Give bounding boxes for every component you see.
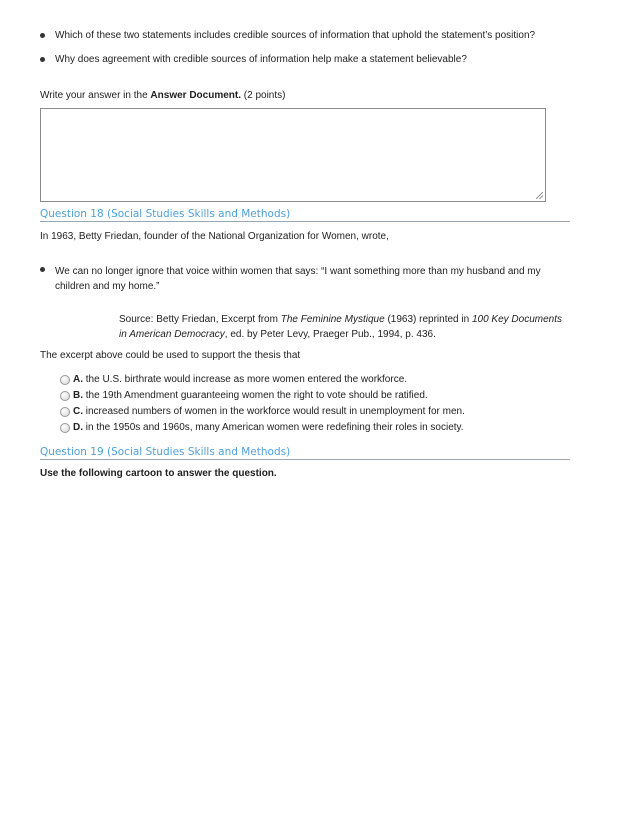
q17-bullet-1: Which of these two statements includes credible sources of information that uphold the statement’s position? — [55, 30, 536, 41]
bullet-icon — [40, 267, 45, 272]
bullet-icon — [40, 33, 45, 38]
radio-icon[interactable] — [60, 423, 70, 433]
quote-line-2: children and my home.” — [55, 281, 160, 292]
radio-icon[interactable] — [60, 391, 70, 401]
q18-intro: In 1963, Betty Friedan, founder of the National Organization for Women, wrote, — [40, 231, 389, 242]
q17-instruction: Write your answer in the Answer Document. (2 points) — [40, 90, 286, 101]
option-a[interactable]: A. the U.S. birthrate would increase as more women entered the workforce. — [60, 374, 407, 386]
resize-handle-icon[interactable] — [536, 192, 543, 199]
bullet-icon — [40, 57, 45, 62]
option-c[interactable]: C. increased numbers of women in the workforce would result in unemployment for men. — [60, 406, 465, 418]
answer-document-label: Answer Document. — [150, 90, 241, 101]
list-item — [40, 30, 535, 42]
answer-textarea[interactable] — [40, 108, 546, 202]
q17-bullet-2: Why does agreement with credible sources of information help make a statement believable? — [55, 54, 467, 65]
question-18-heading: Question 18 (Social Studies Skills and Methods) — [40, 208, 570, 222]
quote-item — [40, 264, 541, 294]
list-item — [40, 54, 467, 66]
option-b[interactable]: B. the 19th Amendment guaranteeing women the right to vote should be ratified. — [60, 390, 428, 402]
option-d[interactable]: D. in the 1950s and 1960s, many American women were redefining their roles in society. — [60, 422, 464, 434]
quote-line-1: We can no longer ignore that voice within women that says: “I want something more than my husband and my — [55, 266, 541, 277]
question-19-heading: Question 19 (Social Studies Skills and Methods) — [40, 446, 570, 460]
q19-instruction: Use the following cartoon to answer the question. — [40, 468, 277, 479]
q18-stem: The excerpt above could be used to support the thesis that — [40, 350, 301, 361]
radio-icon[interactable] — [60, 375, 70, 385]
radio-icon[interactable] — [60, 407, 70, 417]
source-citation: Source: Betty Friedan, Excerpt from The Feminine Mystique (1963) reprinted in 100 Key Documents in American Democracy, ed. by Peter Levy, Praeger Pub., 1994, p. 436. — [119, 314, 563, 340]
